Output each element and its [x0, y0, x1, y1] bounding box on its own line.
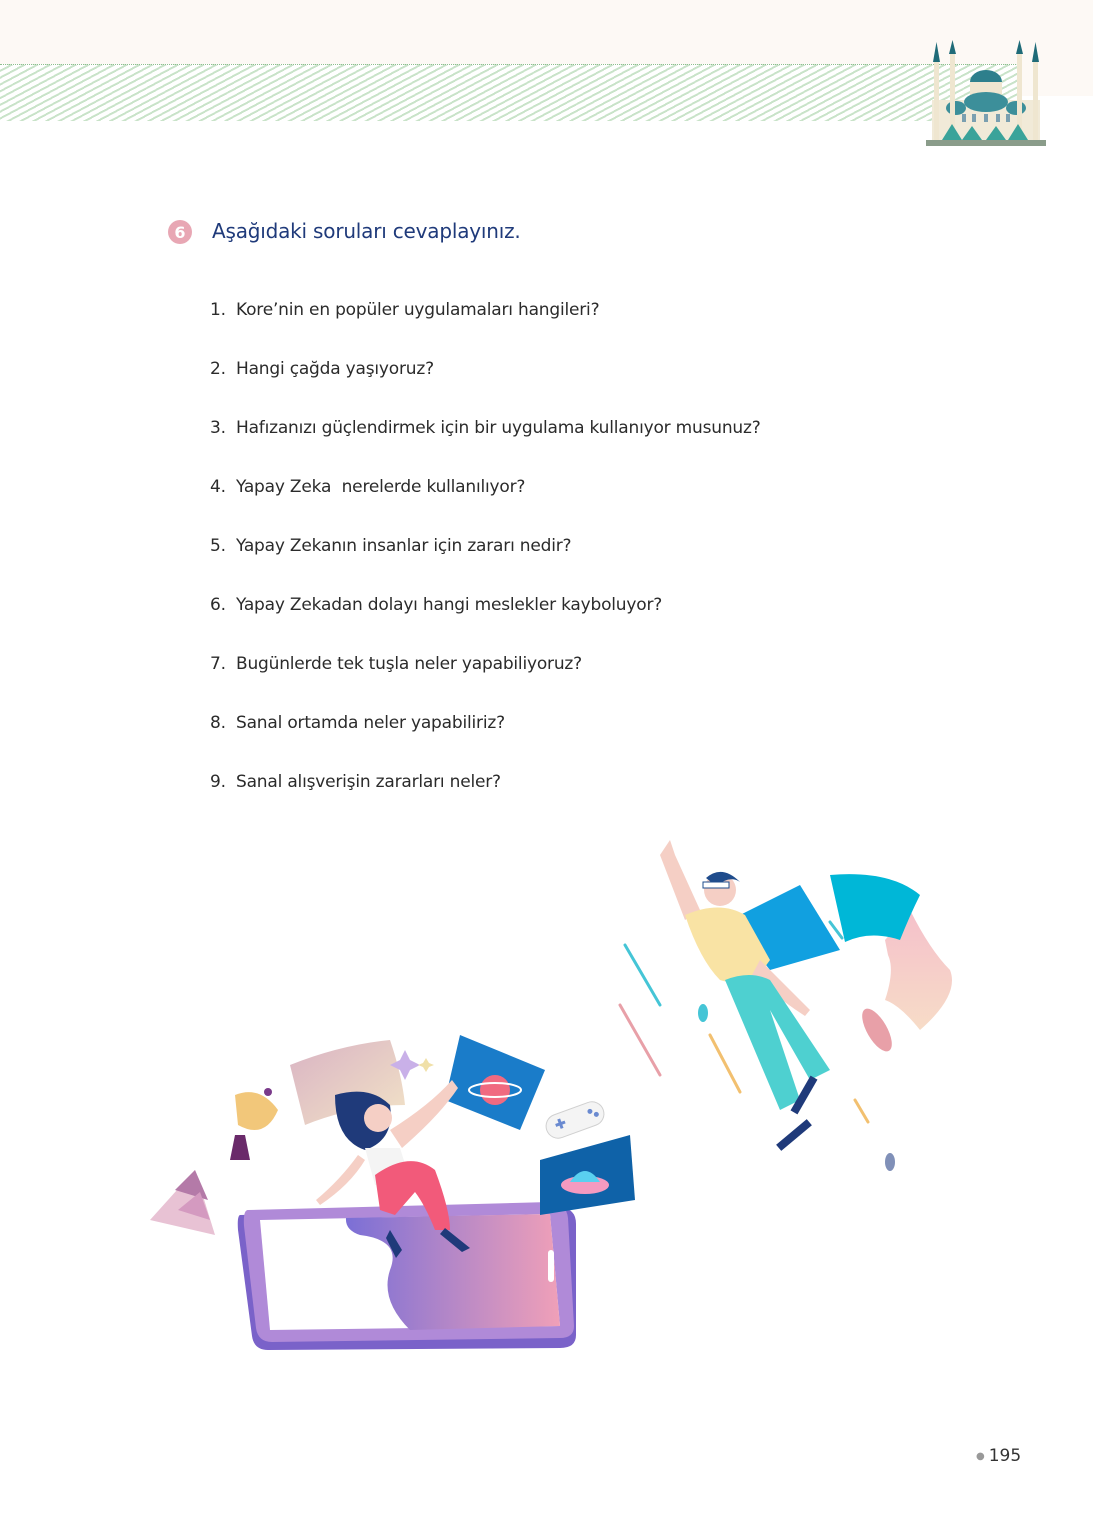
question-item: [210, 359, 761, 418]
question-item: [210, 300, 761, 359]
question-number: 2.: [210, 359, 226, 379]
question-item: [210, 654, 761, 713]
question-text: Yapay Zeka nerelerde kullanılıyor?: [236, 477, 526, 497]
question-number: 3.: [210, 418, 226, 438]
question-number: 9.: [210, 772, 226, 792]
question-item: [210, 713, 761, 772]
header-stripe-band: [0, 64, 1020, 121]
question-number: 5.: [210, 536, 226, 556]
question-text: Sanal ortamda neler yapabiliriz?: [236, 713, 505, 733]
planet-icon: [480, 1075, 510, 1105]
question-text: Bugünlerde tek tuşla neler yapabiliyoruz?: [236, 654, 582, 674]
question-text: Hafızanızı güçlendirmek için bir uygulama kullanıyor musunuz?: [236, 418, 761, 438]
question-text: Sanal alışverişin zararları neler?: [236, 772, 501, 792]
triangle-shape: [150, 1170, 215, 1235]
flask-icon: [230, 1135, 250, 1160]
exercise-number-badge: 6: [168, 220, 192, 244]
gamepad-icon: [543, 1098, 608, 1141]
page-number: [976, 1446, 1021, 1466]
question-number: 1.: [210, 300, 226, 320]
question-item: [210, 418, 761, 477]
satellite-dish-icon: [235, 1088, 278, 1130]
question-number: 6.: [210, 595, 226, 615]
page-number-text: 195: [988, 1446, 1022, 1466]
smartphone-icon: [238, 1202, 576, 1350]
question-text: Yapay Zekanın insanlar için zararı nedir?: [236, 536, 572, 556]
question-item: [210, 595, 761, 654]
page-dot-icon: ●: [976, 1450, 985, 1462]
question-text: Hangi çağda yaşıyoruz?: [236, 359, 434, 379]
question-item: [210, 477, 761, 536]
question-number: 4.: [210, 477, 226, 497]
question-number: 7.: [210, 654, 226, 674]
exercise-instruction: Aşağıdaki soruları cevaplayınız.: [212, 219, 521, 243]
mosque-icon: [922, 40, 1050, 148]
question-number: 8.: [210, 713, 226, 733]
question-item: [210, 536, 761, 595]
question-text: Kore’nin en popüler uygulamaları hangileri?: [236, 300, 600, 320]
pink-petal: [856, 1004, 897, 1056]
flying-man-figure: [660, 840, 830, 1151]
question-text: Yapay Zekadan dolayı hangi meslekler kayboluyor?: [236, 595, 663, 615]
question-item: [210, 772, 761, 831]
digital-world-illustration: [140, 830, 970, 1360]
question-list: [210, 300, 761, 831]
